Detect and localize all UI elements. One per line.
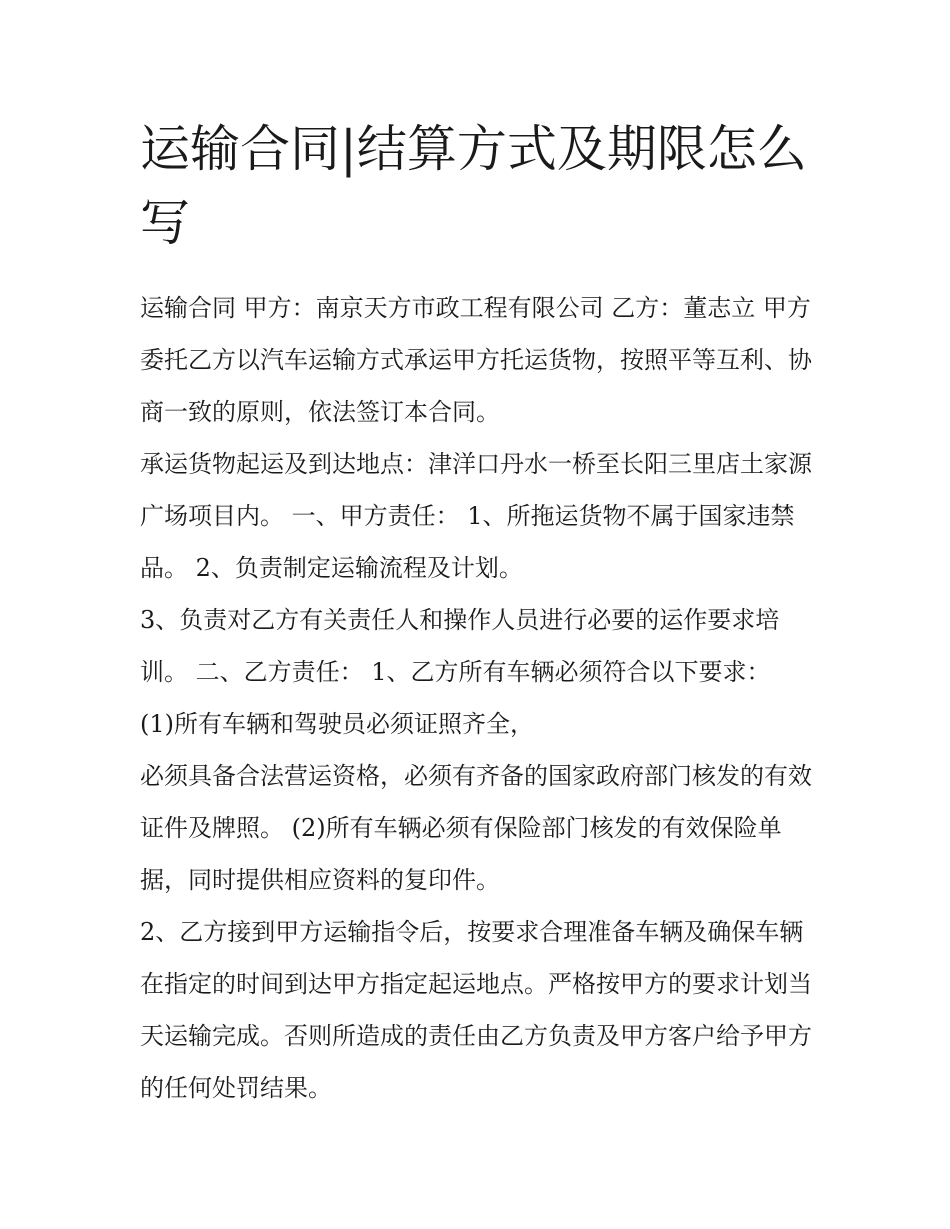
document-title: 运输合同|结算方式及期限怎么写: [140, 120, 807, 252]
paragraph-parties: 运输合同 甲方：南京天方市政工程有限公司 乙方：董志立 甲方委托乙方以汽车运输方式承运甲方托运货物，按照平等互利、协商一致的原则，依法签订本合同。: [140, 294, 812, 426]
document-content: [140, 112, 812, 1114]
paragraph-vehicle-license: (1)所有车辆和驾驶员必须证照齐全，: [140, 710, 534, 738]
document-body: [140, 282, 812, 1114]
paragraph-qualification-insurance: 必须具备合法营运资格，必须有齐备的国家政府部门核发的有效证件及牌照。 (2)所有车辆必须有保险部门核发的有效保险单据，同时提供相应资料的复印件。: [140, 762, 812, 894]
paragraph-locations-party-a: 承运货物起运及到达地点：津洋口丹水一桥至长阳三里店土家源广场项目内。 一、甲方责任： 1、所拖运货物不属于国家违禁品。 2、负责制定运输流程及计划。: [140, 450, 812, 582]
paragraph-transport-instruction: 2、乙方接到甲方运输指令后，按要求合理准备车辆及确保车辆在指定的时间到达甲方指定起运地点。严格按甲方的要求计划当天运输完成。否则所造成的责任由乙方负责及甲方客户给予甲方的任何处罚结果。: [140, 918, 812, 1102]
paragraph-training-party-b: 3、负责对乙方有关责任人和操作人员进行必要的运作要求培训。 二、乙方责任： 1、乙方所有车辆必须符合以下要求：: [140, 606, 780, 686]
